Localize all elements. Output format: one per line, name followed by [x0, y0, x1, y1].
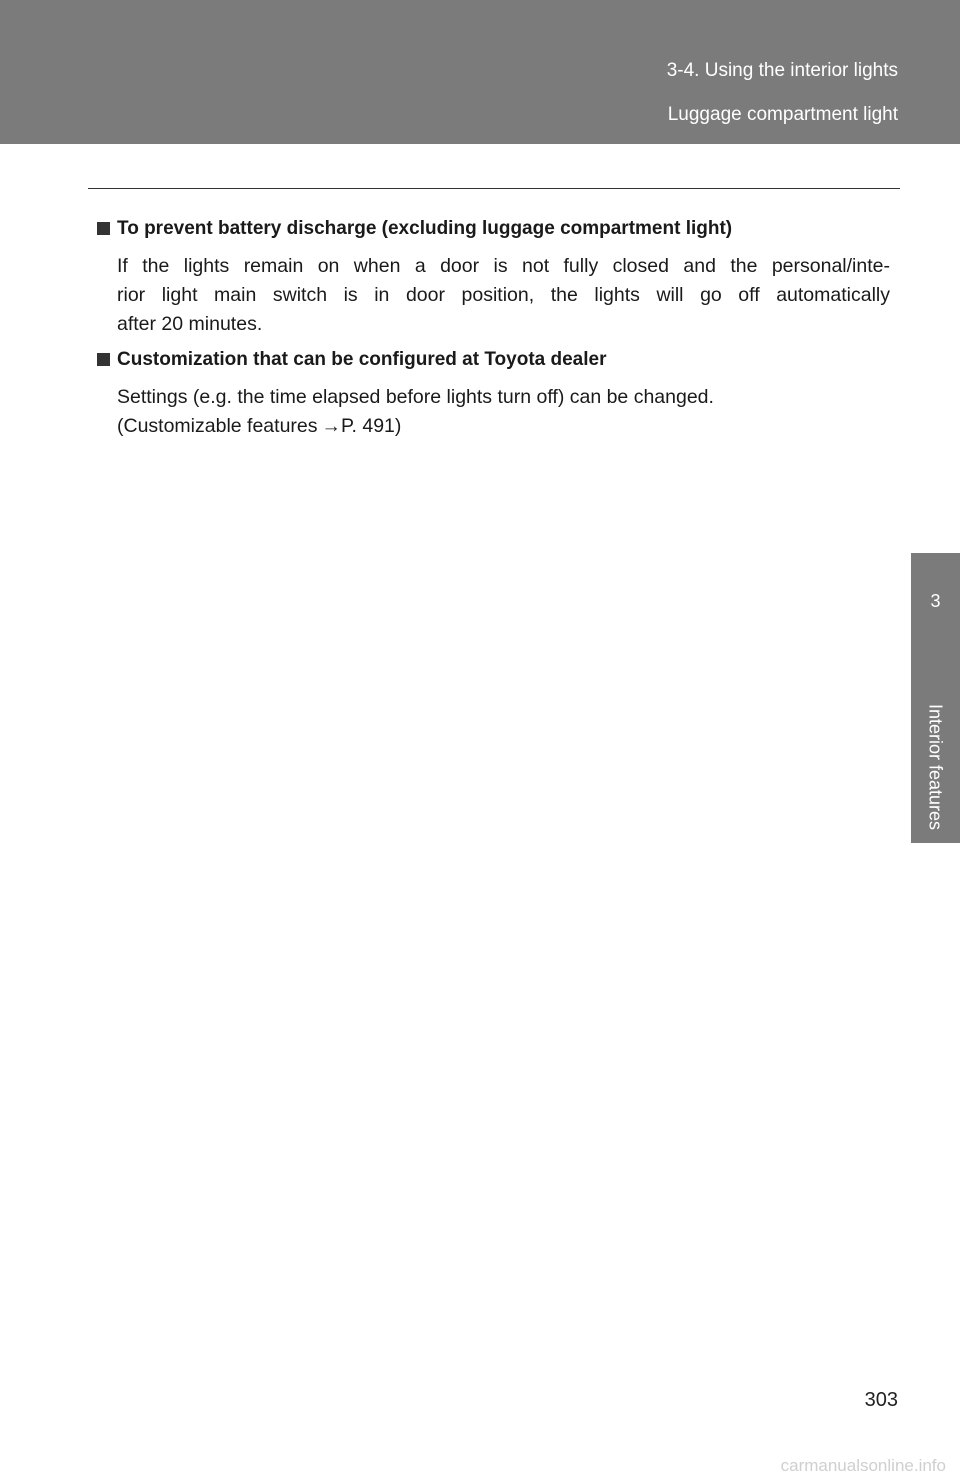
square-bullet-icon: [97, 353, 110, 366]
page-content: [97, 214, 890, 447]
square-bullet-icon: [97, 222, 110, 235]
section-heading: [97, 345, 890, 375]
page-reference: P. 491): [341, 415, 402, 437]
header-band: [0, 0, 960, 144]
body-line: after 20 minutes.: [117, 313, 263, 335]
heading-text: Customization that can be configured at Toyota dealer: [117, 349, 607, 370]
body-line: rior light main switch is in door position, the lights will go off automatically: [117, 284, 890, 306]
header-divider: [88, 188, 900, 189]
body-text: (Customizable features: [117, 415, 318, 437]
section-heading: [97, 214, 890, 244]
chapter-tab: [911, 553, 960, 843]
right-arrow-icon: →: [321, 415, 342, 437]
chapter-number: 3: [930, 591, 941, 611]
section-title: 3-4. Using the interior lights: [666, 60, 898, 81]
body-line: [117, 412, 890, 441]
section-body: [117, 383, 890, 441]
section-subtitle: Luggage compartment light: [667, 104, 898, 125]
watermark: carmanualsonline.info: [780, 1456, 946, 1475]
heading-text: To prevent battery discharge (excluding luggage compartment light): [117, 218, 733, 239]
section-body: [117, 252, 890, 339]
body-line: Settings (e.g. the time elapsed before lights turn off) can be changed.: [117, 386, 714, 408]
body-line: If the lights remain on when a door is not fully closed and the personal/inte-: [117, 255, 890, 277]
chapter-title: Interior features: [925, 703, 946, 831]
page-number: 303: [864, 1389, 898, 1411]
